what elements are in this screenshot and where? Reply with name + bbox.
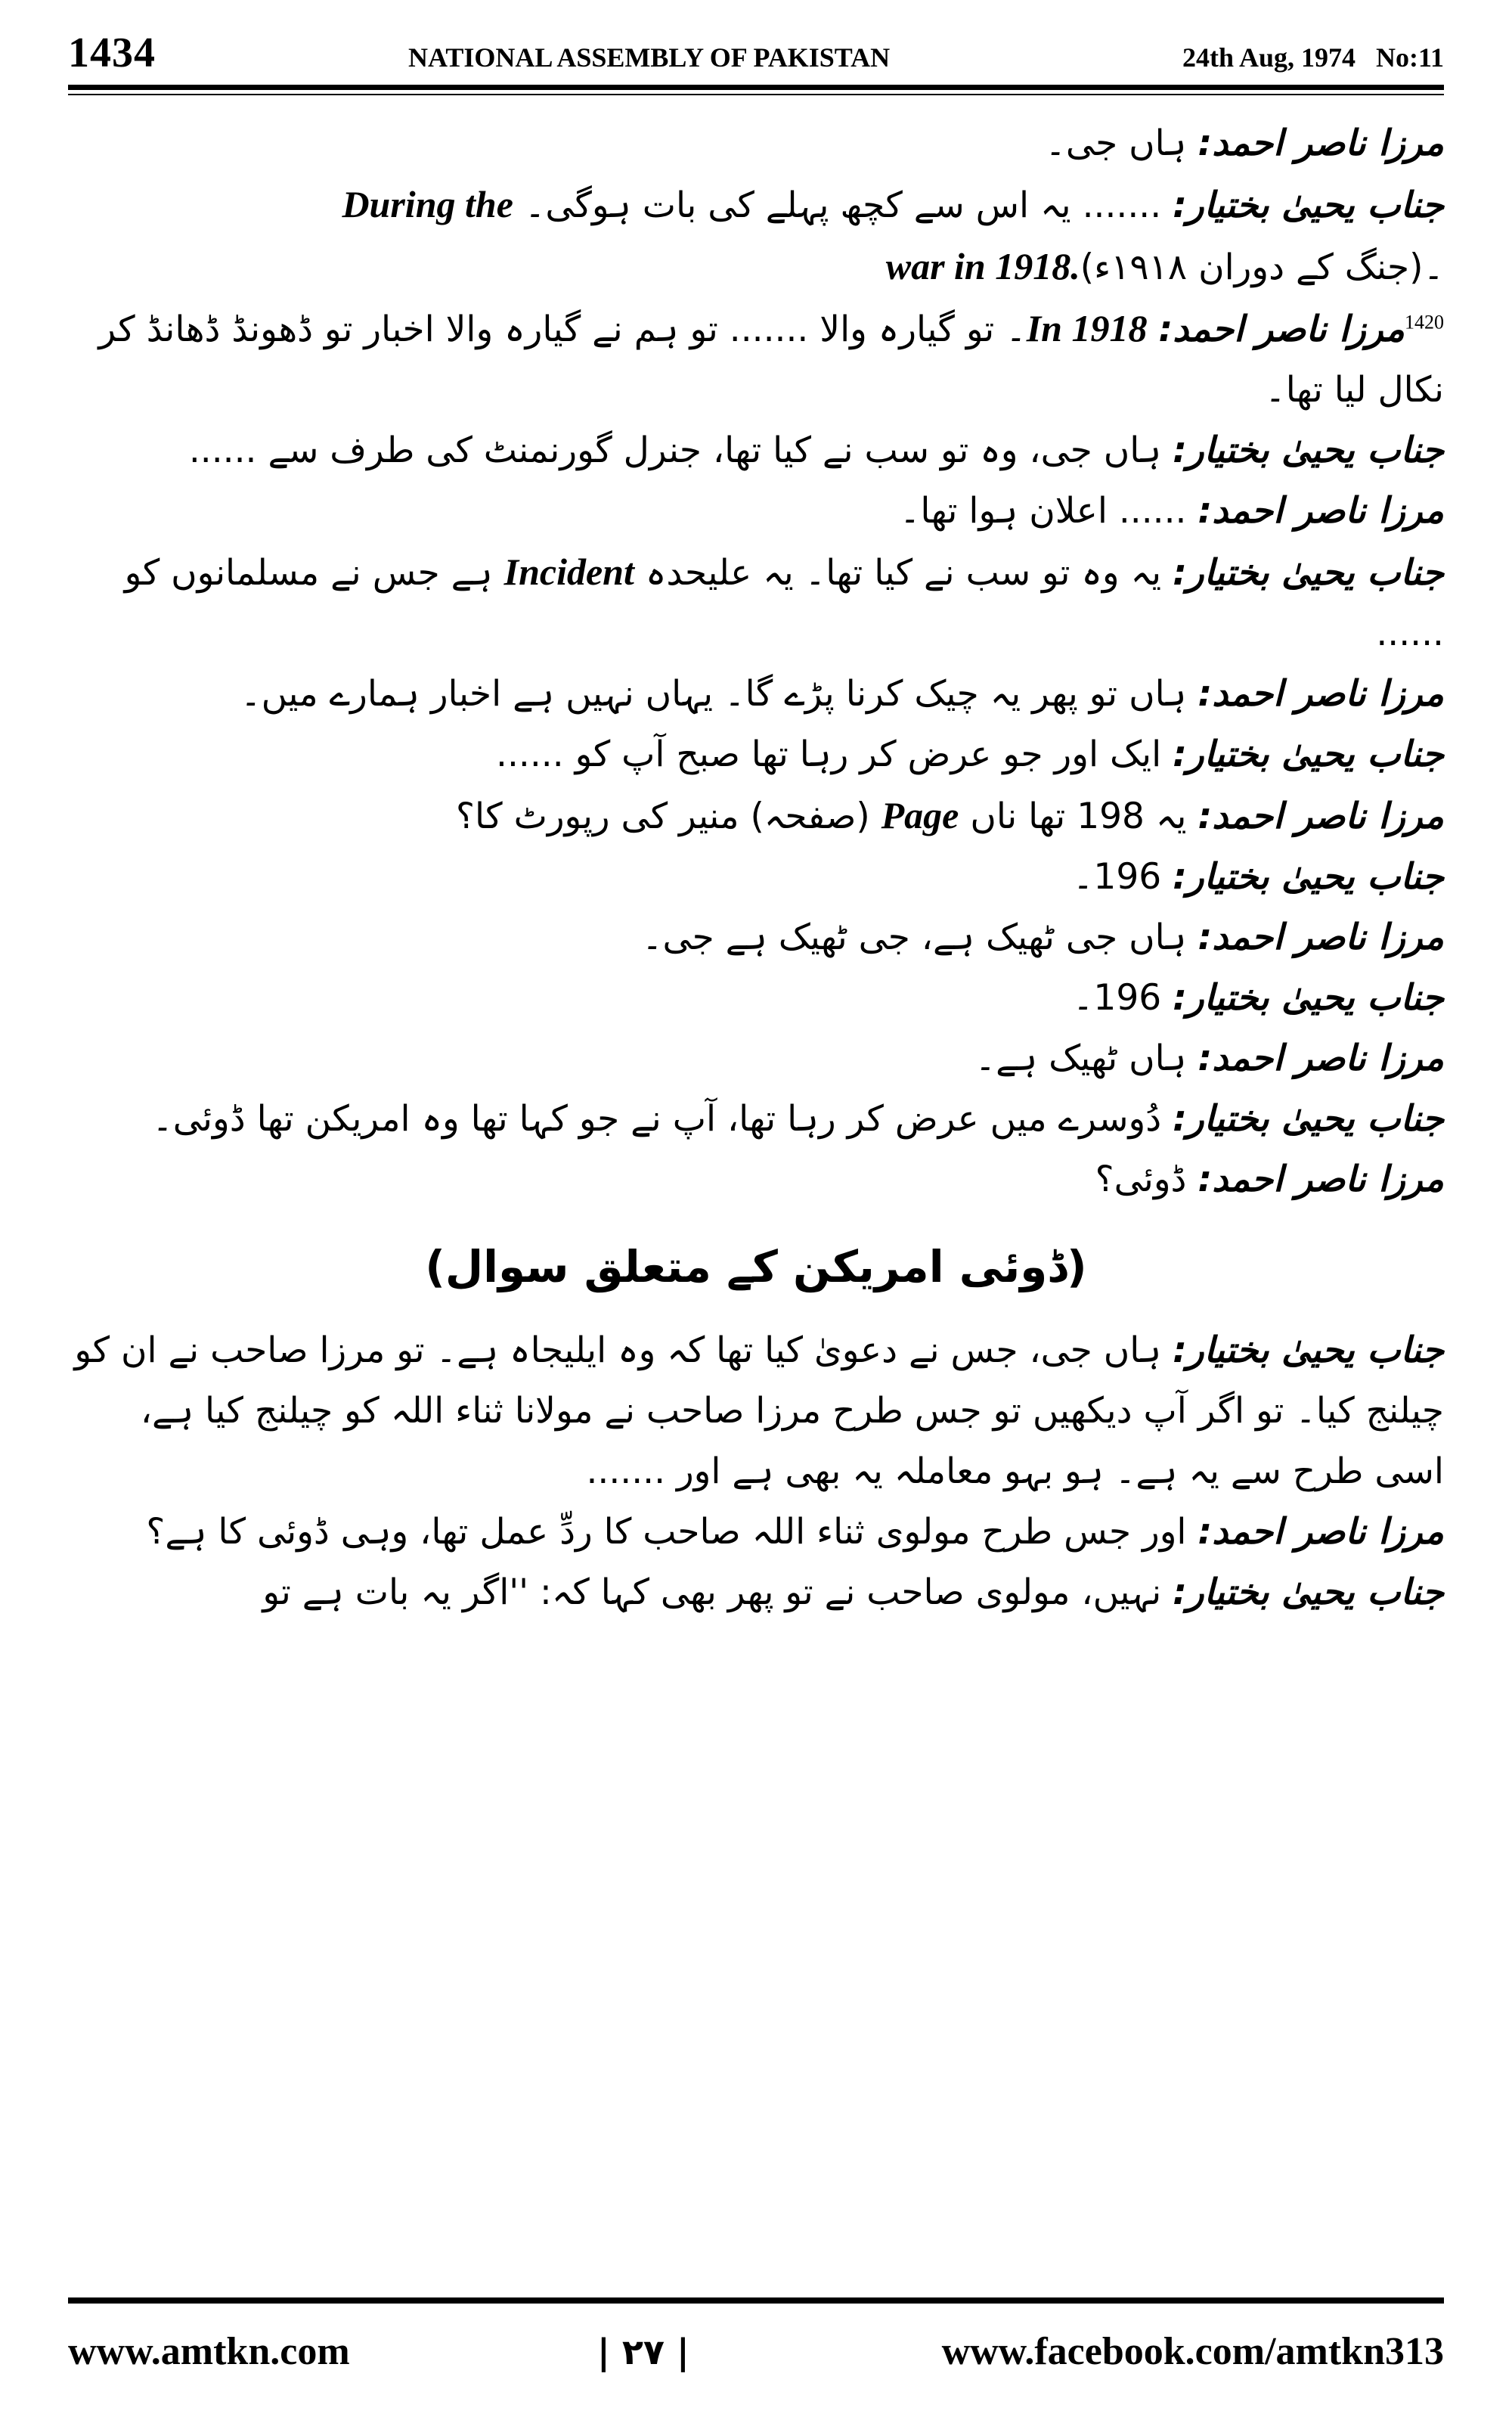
dialogue-text: دُوسرے میں عرض کر رہا تھا، آپ نے جو کہا تھا وہ امریکن تھا ڈوئی۔ [152, 1098, 1173, 1140]
header-rule-thin [68, 94, 1444, 95]
dialogue-entry [68, 420, 1444, 481]
dialogue-entry [68, 785, 1444, 847]
dialogue-entry [68, 1150, 1444, 1210]
speaker-label: مرزا ناصر احمد: [1198, 796, 1444, 837]
dialogue-text: ۔ تو گیارہ والا ....... تو ہم نے گیارہ والا اخبار تو ڈھونڈ ڈھانڈ کر نکال لیا تھا۔ [98, 309, 1444, 411]
dialogue-text: ہاں ٹھیک ہے۔ [974, 1038, 1198, 1079]
speaker-label: مرزا ناصر احمد: [1158, 309, 1405, 350]
dialogue-text: ہے جس نے مسلمانوں کو ...... [124, 552, 1444, 654]
dialogue-text: ڈوئی؟ [1095, 1159, 1198, 1200]
dialogue-entry [68, 1502, 1444, 1562]
dialogue-text: اور جس طرح مولوی ثناء اللہ صاحب کا ردِّ عمل تھا، وہی ڈوئی کا ہے؟ [146, 1511, 1198, 1553]
header-title: NATIONAL ASSEMBLY OF PAKISTAN [408, 42, 891, 73]
dialogue-entry [68, 541, 1444, 664]
header-issue: No:11 [1376, 42, 1444, 73]
footer-website-link[interactable]: www.amtkn.com [68, 2330, 350, 2373]
speaker-label: مرزا ناصر احمد: [1198, 1159, 1444, 1200]
speaker-label: جناب یحییٰ بختیار: [1173, 552, 1444, 594]
speaker-label: جناب یحییٰ بختیار: [1173, 185, 1444, 226]
dialogue-entry [68, 664, 1444, 724]
dialogue-text: ہاں جی ٹھیک ہے، جی ٹھیک ہے جی۔ [641, 917, 1198, 958]
dialogue-entry [68, 847, 1444, 908]
dialogue-text: ....... یہ اس سے کچھ پہلے کی بات ہوگی۔ [513, 185, 1173, 226]
page-number: 1434 [68, 29, 156, 76]
speaker-label: مرزا ناصر احمد: [1198, 490, 1444, 532]
dialogue-text: ہاں جی۔ [1045, 123, 1198, 164]
english-phrase: war in 1918. [885, 245, 1080, 287]
dialogue-text: (جنگ کے دوران ۱۹۱۸ء)۔ [1080, 247, 1444, 288]
english-phrase: During the [342, 183, 513, 225]
transcript-body [68, 113, 1444, 2276]
header-date-issue [1182, 41, 1444, 74]
dialogue-entry [68, 298, 1444, 420]
speaker-label: مرزا ناصر احمد: [1198, 123, 1444, 164]
dialogue-entry [68, 1320, 1444, 1502]
dialogue-entry [68, 1028, 1444, 1089]
section-heading: (ڈوئی امریکن کے متعلق سوال) [425, 1241, 1087, 1292]
english-phrase: Incident [503, 551, 634, 593]
speaker-label: جناب یحییٰ بختیار: [1173, 977, 1444, 1019]
speaker-label: جناب یحییٰ بختیار: [1173, 856, 1444, 898]
dialogue-text: ہاں جی، جس نے دعویٰ کیا تھا کہ وہ ایلیجاہ ہے۔ تو مرزا صاحب نے ان کو چیلنج کیا۔ تو اگر آپ دیکھیں تو جس طرح مرزا صاحب نے مولانا ثناء اللہ کو چیلنج کیا ہے، اسی طرح سے یہ ہے۔ ہو بہو معاملہ یہ بھی ہے اور ....... [74, 1329, 1444, 1492]
dialogue-text: نہیں، مولوی صاحب نے تو پھر بھی کہا کہ: ''اگر یہ بات ہے تو [262, 1571, 1173, 1613]
dialogue-text: ...... اعلان ہوا تھا۔ [899, 490, 1198, 532]
dialogue-text: یہ وہ تو سب نے کیا تھا۔ یہ علیحدہ [634, 552, 1173, 594]
dialogue-text: ہاں جی، وہ تو سب نے کیا تھا، جنرل گورنمنٹ کی طرف سے ...... [188, 430, 1173, 471]
speaker-label: مرزا ناصر احمد: [1198, 673, 1444, 715]
speaker-label: جناب یحییٰ بختیار: [1173, 1329, 1444, 1371]
dialogue-entry [68, 481, 1444, 541]
speaker-label: مرزا ناصر احمد: [1198, 917, 1444, 958]
dialogue-entry [68, 174, 1444, 236]
english-phrase: Page [881, 794, 959, 836]
footer-facebook-link[interactable]: www.facebook.com/amtkn313 [941, 2330, 1444, 2373]
header-rule-thick [68, 85, 1444, 90]
footer-rule [68, 2297, 1444, 2304]
speaker-label: جناب یحییٰ بختیار: [1173, 430, 1444, 471]
english-phrase: In 1918 [1026, 307, 1148, 349]
dialogue-continuation [68, 236, 1444, 298]
dialogue-entry [68, 724, 1444, 785]
speaker-label: مرزا ناصر احمد: [1198, 1511, 1444, 1553]
dialogue-entry [68, 968, 1444, 1028]
dialogue-entry [68, 1089, 1444, 1150]
speaker-label: جناب یحییٰ بختیار: [1173, 1571, 1444, 1613]
dialogue-text: 196۔ [1072, 977, 1173, 1019]
dialogue-text [1147, 309, 1158, 350]
dialogue-text: 196۔ [1072, 856, 1173, 898]
speaker-label: جناب یحییٰ بختیار: [1173, 734, 1444, 775]
speaker-label: مرزا ناصر احمد: [1198, 1038, 1444, 1079]
header-date: 24th Aug, 1974 [1182, 42, 1356, 73]
speaker-label: جناب یحییٰ بختیار: [1173, 1098, 1444, 1140]
dialogue-entry [68, 113, 1444, 174]
footnote-marker: 1420 [1405, 311, 1444, 334]
footer-page-marker: | ۲۷ | [597, 2332, 689, 2372]
dialogue-entry [68, 908, 1444, 968]
dialogue-text: ایک اور جو عرض کر رہا تھا صبح آپ کو ...... [496, 734, 1173, 775]
dialogue-text: یہ 198 تھا ناں [959, 796, 1198, 837]
dialogue-text: ہاں تو پھر یہ چیک کرنا پڑے گا۔ یہاں نہیں ہے اخبار ہمارے میں۔ [240, 673, 1198, 715]
dialogue-text: (صفحہ) منیر کی رپورٹ کا؟ [456, 796, 881, 837]
dialogue-entry [68, 1562, 1444, 1623]
page-header [68, 29, 1444, 82]
page-footer [68, 2325, 1444, 2386]
